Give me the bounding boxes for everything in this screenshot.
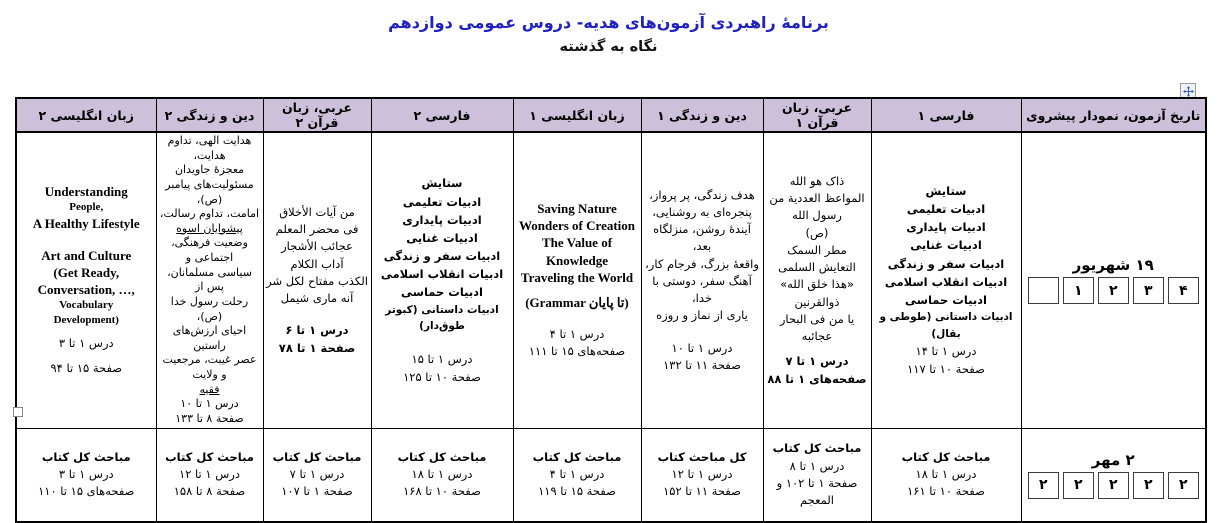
cell-text-line: ادبیات داستانی (طوطی و بقال) <box>879 311 1013 340</box>
cell-text-line: Conversation, …, <box>37 282 135 298</box>
cell-text-line: صفحة ۱۰ تا ۱۶۱ <box>907 484 985 499</box>
cell-text-line: مباحث کل کتاب <box>165 449 254 464</box>
cell-exam2-farsi2[interactable] <box>371 428 513 522</box>
cell-text-line: A Healthy Lifestyle <box>32 215 140 231</box>
cell-text-line: مباحث کل کتاب <box>532 449 622 464</box>
column-header-english2[interactable]: زبان انگلیسی ۲ <box>16 98 156 132</box>
cell-text-line: درس ۱ تا ۱۲ <box>179 467 240 482</box>
column-header-din1[interactable]: دین و زندگی ۱ <box>641 98 763 132</box>
cell-exam2-date[interactable] <box>1021 428 1206 522</box>
cell-text-line: پیشوایان اسوه <box>176 221 243 235</box>
cell-text-line: درس ۱ تا ۳ <box>58 467 114 482</box>
cell-text-line: رحلت رسول خدا (ص)، <box>170 294 249 323</box>
cell-text-line: The Value of Knowledge <box>541 235 613 268</box>
cell-exam1-english2[interactable] <box>16 132 156 428</box>
cell-exam1-farsi1[interactable] <box>871 132 1021 428</box>
cell-text-line: پنجره‌ای به روشنایی، <box>652 204 752 219</box>
cell-text-line: درس ۱ تا ۷ <box>289 467 345 482</box>
cell-text-line: مباحث کل کتاب <box>397 449 487 464</box>
cell-text-line: عجائب الأشجار <box>281 239 353 254</box>
cell-text-line: ستایش <box>925 183 967 198</box>
cell-text-line: درس ۱ تا ۴ <box>549 467 605 482</box>
cell-text-line: صفحة ۱ تا ۱۰۷ <box>281 484 353 499</box>
page-subtitle: نگاه به گذشته <box>559 39 658 55</box>
cell-text-line: درس ۱ تا ۷ <box>785 354 849 369</box>
cell-exam1-arabic2[interactable] <box>263 132 371 428</box>
cell-text-line: صفحة ۸ تا ۱۳۳ <box>175 411 244 425</box>
progress-box: ۲ <box>1098 472 1129 499</box>
exam2-date-label: ۲ مهر <box>1091 450 1135 469</box>
cell-text-line: المواعظ العددیة من رسول الله <box>769 191 865 223</box>
progress-box: ۴ <box>1168 277 1199 304</box>
cell-text-line: هدایت الهی، تداوم هدایت، <box>167 134 252 162</box>
cell-text-line: آهنگ سفر، دوستی با خدا، <box>652 273 752 305</box>
cell-text-line: ادبیات تعلیمی <box>906 202 986 217</box>
cell-text-line: ذاک هو الله <box>789 173 845 188</box>
cell-text-line: ادبیات سفر و زندگی <box>383 249 501 264</box>
cell-exam1-english1[interactable] <box>513 132 641 428</box>
progress-box: ۲ <box>1063 472 1094 499</box>
cell-exam2-din2[interactable] <box>156 428 263 522</box>
cell-text-line: صفحة ۱۰ تا ۱۶۸ <box>403 484 481 499</box>
cell-text-line: Vocabulary <box>59 299 114 312</box>
cell-text-line: صفحة ۱۵ تا ۱۱۹ <box>538 484 616 499</box>
cell-text-line: ادبیات سفر و زندگی <box>887 256 1005 271</box>
cell-text-line: مسئولیت‌های پیامبر (ص)، <box>165 177 254 206</box>
progress-box: ۲ <box>1028 472 1059 499</box>
cell-text-line: ادبیات انقلاب اسلامی <box>380 267 504 282</box>
cell-text-line: صفحة ۸ تا ۱۵۸ <box>173 484 246 499</box>
column-header-arabic2[interactable]: عربی، زبان قرآن ۲ <box>263 98 371 132</box>
column-header-date[interactable]: تاریخ آزمون، نمودار پیشروی <box>1021 98 1206 132</box>
cell-text-line: ادبیات داستانی (کبوتر طوق‌دار) <box>385 303 499 333</box>
column-header-farsi1[interactable]: فارسی ۱ <box>871 98 1021 132</box>
cell-text-line: امامت، تداوم رسالت، <box>159 207 260 221</box>
cell-text-line: درس ۱ تا ۱۵ <box>411 351 473 366</box>
cell-text-line: درس ۱ تا ۱۸ <box>411 467 473 482</box>
table-resize-handle[interactable] <box>13 407 23 417</box>
cell-text-line: مباحث کل کتاب <box>41 449 131 464</box>
exam-row-2 <box>16 428 1206 522</box>
cell-exam2-din1[interactable] <box>641 428 763 522</box>
cell-text-line: درس ۱ تا ۱۴ <box>915 344 977 359</box>
exam2-progress-chart <box>1024 472 1204 499</box>
cell-text-line: احیای ارزش‌های راستین <box>172 324 247 352</box>
progress-box: ۲ <box>1098 277 1129 304</box>
cell-text-line: درس ۱ تا ۱۲ <box>671 467 733 482</box>
cell-text-line: سیاسی مسلمانان، پس از <box>167 265 252 294</box>
progress-box: ۳ <box>1133 277 1164 304</box>
cell-text-line: الکذب مفتاح لکل شر <box>266 273 368 288</box>
cell-text-line: ادبیات حماسی <box>905 292 987 307</box>
cell-text-line: مباحث کل کتاب <box>901 449 991 464</box>
cell-text-line: صفحة ۱۱ تا ۱۵۲ <box>663 484 741 499</box>
exam1-date-label: ۱۹ شهریور <box>1072 256 1154 275</box>
cell-exam1-farsi2[interactable] <box>371 132 513 428</box>
cell-text-line: آنه ماری شیمل <box>280 291 354 305</box>
cell-text-line: ادبیات انقلاب اسلامی <box>884 274 1008 289</box>
cell-text-line: ادبیات پایداری <box>402 212 482 227</box>
cell-text-line: من آیات الأخلاق <box>279 204 355 219</box>
cell-text-line: صفحه‌های ۱۵ تا ۱۱۱ <box>528 344 626 359</box>
cell-exam2-english2[interactable] <box>16 428 156 522</box>
cell-text-line: «هذا خلق الله» <box>780 277 854 292</box>
cell-text-line: ادبیات غنایی <box>910 238 982 253</box>
column-header-farsi2[interactable]: فارسی ۲ <box>371 98 513 132</box>
cell-text-line: درس ۱ تا ۱۰ <box>671 340 733 355</box>
progress-box: ۲ <box>1133 472 1164 499</box>
cell-text-line: یا من فی البحار عجائبه <box>779 311 855 343</box>
cell-exam2-arabic2[interactable] <box>263 428 371 522</box>
cell-text-line: درس ۱ تا ۱۸ <box>915 467 977 482</box>
cell-text-line: فقیه <box>199 382 220 396</box>
cell-text-line: یاری از نماز و روزه <box>656 308 748 323</box>
cell-text-line: آیندهٔ روشن، منزلگاه بعد، <box>653 222 751 254</box>
cell-text-line: (Grammar تا پایان) <box>525 294 629 310</box>
cell-text-line: کل مباحث کتاب <box>657 449 747 464</box>
cell-text-line: Wonders of Creation <box>518 218 636 234</box>
cell-text-line: مباحث کل کتاب <box>772 441 862 456</box>
page-title: برنامهٔ راهبردی آزمون‌های هدیه- دروس عمومی دوازدهم <box>388 13 829 32</box>
cell-text-line: ادبیات پایداری <box>906 220 986 235</box>
cell-text-line: صفحه‌های ۱۵ تا ۱۱۰ <box>38 484 135 499</box>
cell-exam1-din2[interactable] <box>156 132 263 428</box>
cell-text-line: مطر السمک <box>787 242 847 257</box>
cell-exam2-arabic1[interactable] <box>763 428 871 522</box>
cell-text-line: عصر غیبت، مرجعیت و ولایت <box>162 353 257 381</box>
cell-text-line: People, <box>69 201 104 214</box>
cell-exam1-arabic1[interactable] <box>763 132 871 428</box>
cell-exam1-din1[interactable] <box>641 132 763 428</box>
cell-text-line: ادبیات غنایی <box>406 230 478 245</box>
cell-text-line: معجزهٔ جاویدان <box>174 163 245 177</box>
cell-text-line: مباحث کل کتاب <box>272 449 362 464</box>
cell-text-line: صفحة ۱۰ تا ۱۲۵ <box>403 369 481 384</box>
column-header-arabic1[interactable]: عربی، زبان قرآن ۱ <box>763 98 871 132</box>
cell-text-line: ادبیات حماسی <box>401 285 483 300</box>
progress-box <box>1028 277 1059 304</box>
cell-text-line: وضعیت فرهنگی، اجتماعی و <box>171 236 248 264</box>
cell-text-line: صفحة ۱۱ تا ۱۳۲ <box>663 357 741 372</box>
cell-text-line: التعایش السلمی <box>778 260 856 274</box>
cell-text-line: صفحة ۱ تا ۷۸ <box>278 340 356 355</box>
exam-schedule-table <box>15 97 1207 523</box>
header-row <box>16 98 1206 132</box>
cell-text-line: درس ۱ تا ۳ <box>58 335 114 350</box>
cell-text-line: درس ۱ تا ۱۰ <box>180 397 239 411</box>
cell-text-line: درس ۱ تا ۸ <box>789 458 845 473</box>
cell-text-line: فی محضر المعلم <box>275 222 359 236</box>
cell-text-line: ذوالقرنین <box>794 294 840 309</box>
cell-text-line: صفحه‌های ۱ تا ۸۸ <box>767 371 867 386</box>
cell-text-line: Art and Culture <box>41 247 132 263</box>
cell-text-line: صفحة ۱۵ تا ۹۴ <box>50 361 123 376</box>
cell-text-line: Development) <box>53 313 119 326</box>
cell-text-line: هدف زندگی، پر پرواز، <box>649 187 755 202</box>
cell-text-line: ستایش <box>421 176 463 191</box>
progress-box: ۲ <box>1168 472 1199 499</box>
cell-text-line: صفحة ۱۰ تا ۱۱۷ <box>907 362 985 377</box>
cell-exam2-farsi1[interactable] <box>871 428 1021 522</box>
cell-text-line: آداب الکلام <box>290 256 344 271</box>
cell-text-line: Understanding <box>44 184 128 200</box>
cell-text-line: (ص) <box>805 225 829 240</box>
exam1-progress-chart <box>1024 277 1204 304</box>
cell-text-line: Traveling the World <box>520 269 634 285</box>
cell-text-line: صفحة ۱ تا ۱۰۲ و المعجم <box>776 475 858 507</box>
four-way-arrow-icon <box>1183 86 1194 97</box>
cell-text-line: ادبیات تعلیمی <box>402 194 482 209</box>
cell-text-line: درس ۱ تا ۴ <box>549 326 605 341</box>
exam-row-1 <box>16 132 1206 428</box>
column-header-din2[interactable]: دین و زندگی ۲ <box>156 98 263 132</box>
progress-box: ۱ <box>1063 277 1094 304</box>
cell-text-line: (Get Ready, <box>53 264 120 280</box>
cell-text-line: واقعهٔ بزرگ، فرجام کار، <box>645 256 759 271</box>
column-header-english1[interactable]: زبان انگلیسی ۱ <box>513 98 641 132</box>
cell-text-line: درس ۱ تا ۶ <box>285 323 349 338</box>
cell-exam2-english1[interactable] <box>513 428 641 522</box>
cell-exam1-date[interactable] <box>1021 132 1206 428</box>
cell-text-line: Saving Nature <box>537 201 617 217</box>
